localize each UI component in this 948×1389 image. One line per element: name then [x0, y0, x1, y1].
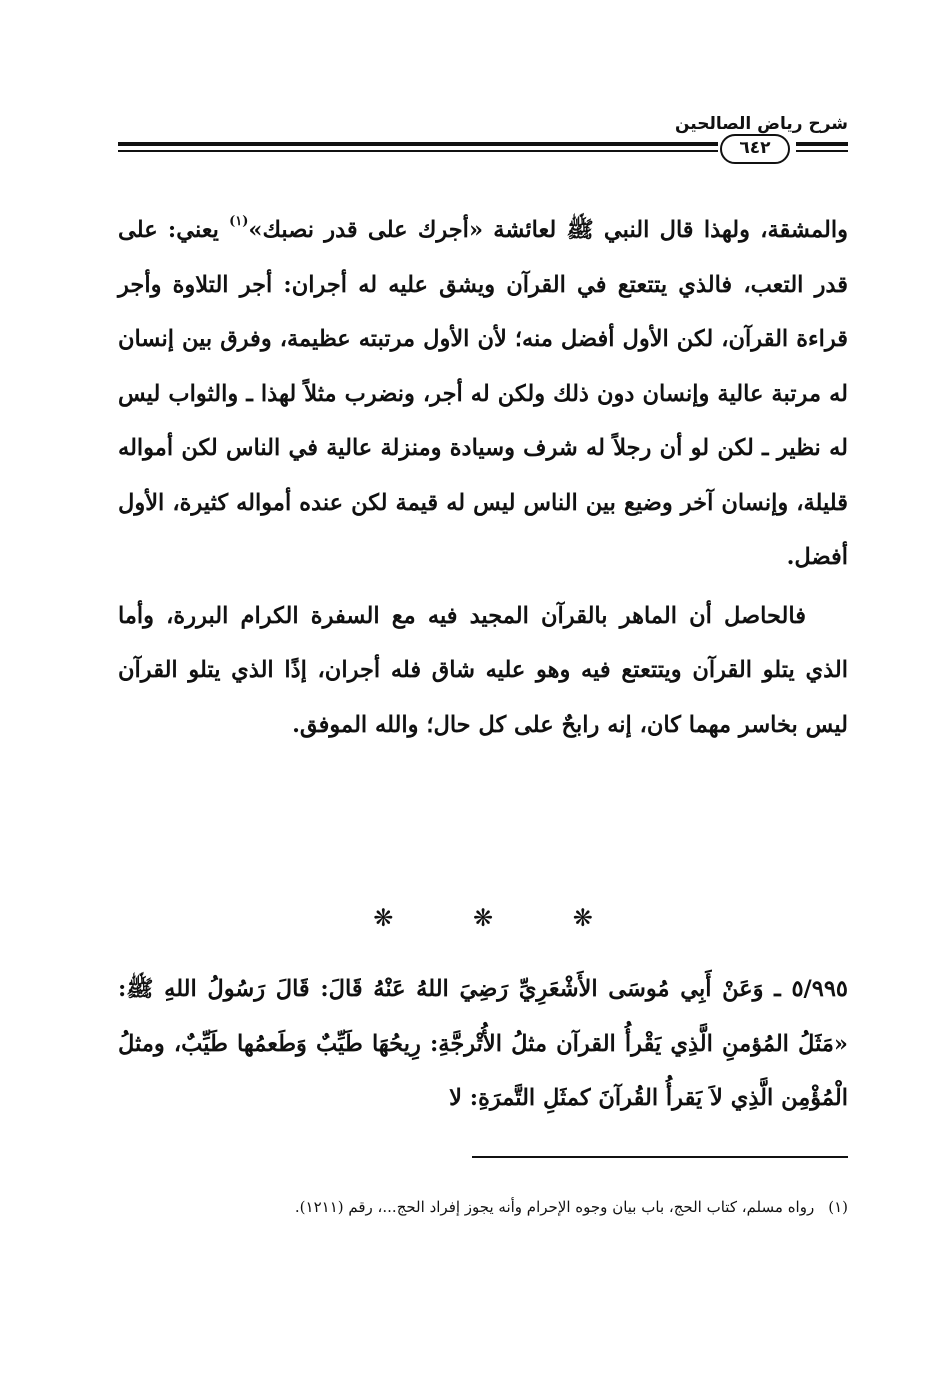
footnote-marker: (١) — [828, 1198, 848, 1216]
asterism-mark: ❋ — [373, 904, 394, 932]
paragraph-1-text-rest: يعني: على قدر التعب، فالذي يتتعتع في القرآن ويشق عليه له أجران: أجر التلاوة وأجر قراءة القرآن، لكن الأول أفضل منه؛ لأن الأول مرتبته عظيمة، وفرق بين إنسان له مرتبة عالية وإنسان دون ذلك ولكن له أجر، ونضرب مثلاً لهذا ـ والثواب ليس له نظير ـ لكن لو أن رجلاً له شرف وسيادة ومنزلة عالية في الناس لكن أمواله قليلة، وإنسان آخر وضيع بين الناس ليس له قيمة لكن عنده أمواله كثيرة، الأول أفضل. — [118, 217, 848, 570]
footnote-divider — [472, 1156, 848, 1158]
header-rule-right — [796, 142, 848, 146]
header-rule-thin — [118, 150, 718, 152]
page-header — [118, 112, 848, 170]
asterism-mark: ❋ — [572, 904, 593, 932]
asterism-mark: ❋ — [472, 904, 494, 932]
main-text — [118, 203, 848, 756]
footnote — [118, 1190, 848, 1224]
header-rule — [118, 142, 718, 146]
paragraph-2: فالحاصل أن الماهر بالقرآن المجيد فيه مع السفرة الكرام البررة، وأما الذي يتلو القرآن ويتتعتع فيه وهو عليه شاق فله أجران، إذًا الذي يتلو القرآن ليس بخاسر مهما كان، إنه رابحٌ على كل حال؛ والله الموفق. — [118, 602, 848, 738]
page-number: ٦٤٢ — [720, 134, 790, 164]
running-title: شرح رياض الصالحين — [674, 114, 848, 134]
footnote-text: رواه مسلم، كتاب الحج، باب بيان وجوه الإحرام وأنه يجوز إفراد الحج...، رقم (١٢١١). — [294, 1198, 815, 1216]
paragraph-1-text-start: والمشقة، ولهذا قال النبي ﷺ لعائشة «أجرك على قدر نصبك» — [248, 217, 848, 243]
footnote-reference: (١) — [229, 214, 249, 229]
paragraph-1 — [118, 203, 848, 585]
header-rule-right-thin — [796, 150, 848, 152]
hadith-text: ٥/٩٩٥ ـ وَعَنْ أَبِي مُوسَى الأَشْعَرِيِّ رَضِيَ اللهُ عَنْهُ قَالَ: قَالَ رَسُولُ اللهِ ﷺ: «مَثَلُ المُؤمنِ الَّذِي يَقْرأُ القرآن مثلُ الأُتْرجَّةِ: رِيحُهَا طَيِّبٌ وَطَعمُها طَيِّبٌ، ومثلُ الْمُؤْمِن الَّذِي لاَ يَقرأُ القُرآنَ كمثَلِ التَّمرَةِ: لا — [118, 976, 848, 1111]
section-separator — [118, 898, 848, 938]
